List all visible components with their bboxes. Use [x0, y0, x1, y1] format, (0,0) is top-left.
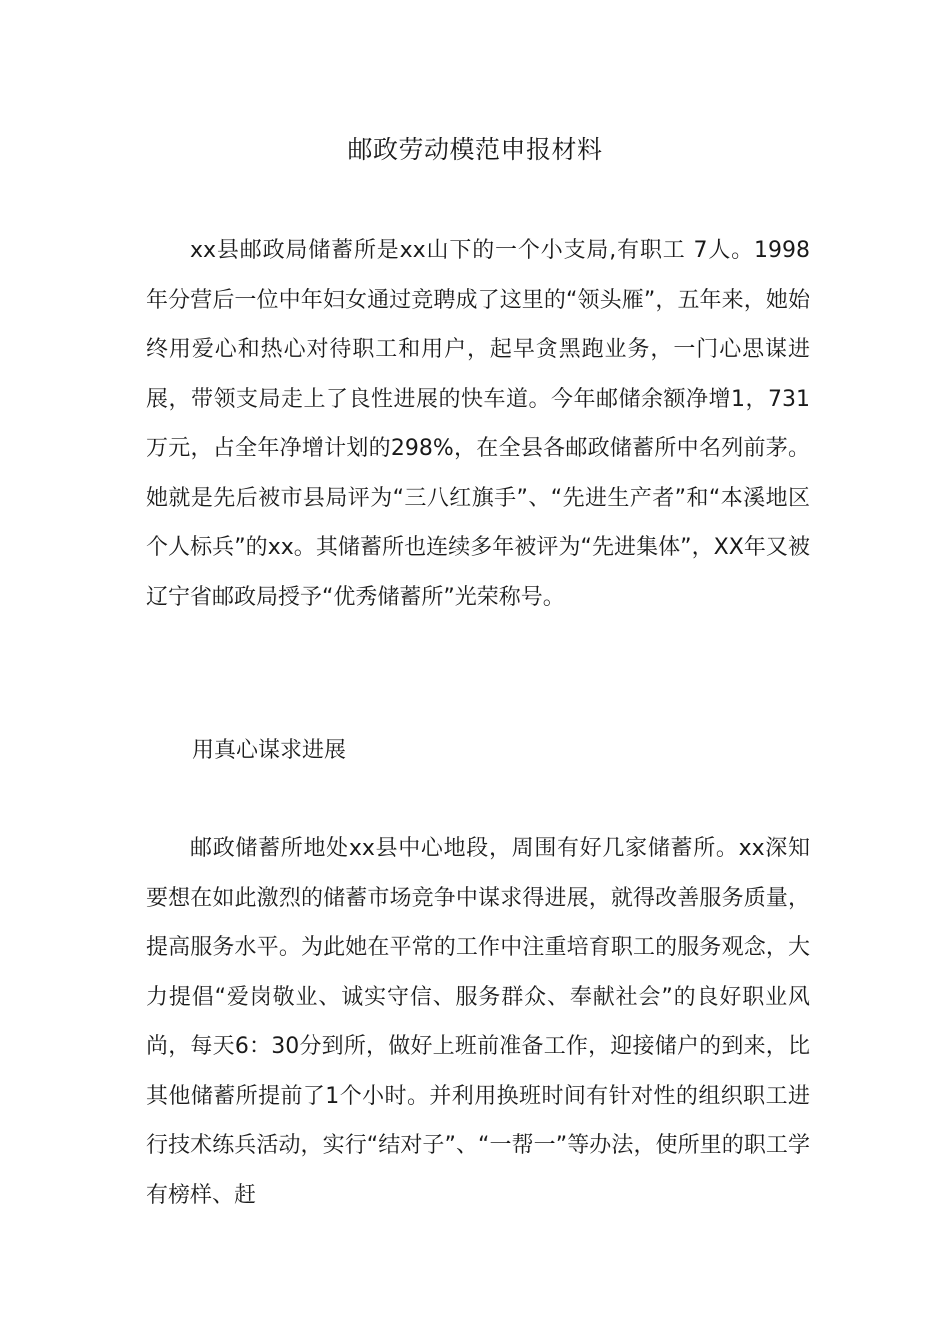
- section-heading: 用真心谋求进展: [192, 738, 347, 763]
- paragraph-intro: xx县邮政局储蓄所是xx山下的一个小支局,有职工 7人。1998年分营后一位中年妇女通过竞聘成了这里的“领头雁”，五年来，她始终用爱心和热心对待职工和用户，起早贪黑跑业务，一门心思谋进展，带领支局走上了良性进展的快车道。今年邮储余额净增1，731万元，占全年净增计划的298%，在全县各邮政储蓄所中名列前茅。她就是先后被市县局评为“三八红旗手”、“先进生产者”和“本溪地区个人标兵”的xx。其储蓄所也连续多年被评为“先进集体”，XX年又被辽宁省邮政局授予“优秀储蓄所”光荣称号。: [146, 238, 810, 610]
- document-title: 邮政劳动模范申报材料: [347, 135, 603, 164]
- paragraph-service: 邮政储蓄所地处xx县中心地段，周围有好几家储蓄所。xx深知要想在如此激烈的储蓄市场竞争中谋求得进展，就得改善服务质量，提高服务水平。为此她在平常的工作中注重培育职工的服务观念，大力提倡“爱岗敬业、诚实守信、服务群众、奉献社会”的良好职业风尚，每天6：30分到所，做好上班前准备工作，迎接储户的到来，比其他储蓄所提前了1个小时。并利用换班时间有针对性的组织职工进行技术练兵活动，实行“结对子”、“一帮一”等办法，使所里的职工学有榜样、赶: [146, 836, 810, 1208]
